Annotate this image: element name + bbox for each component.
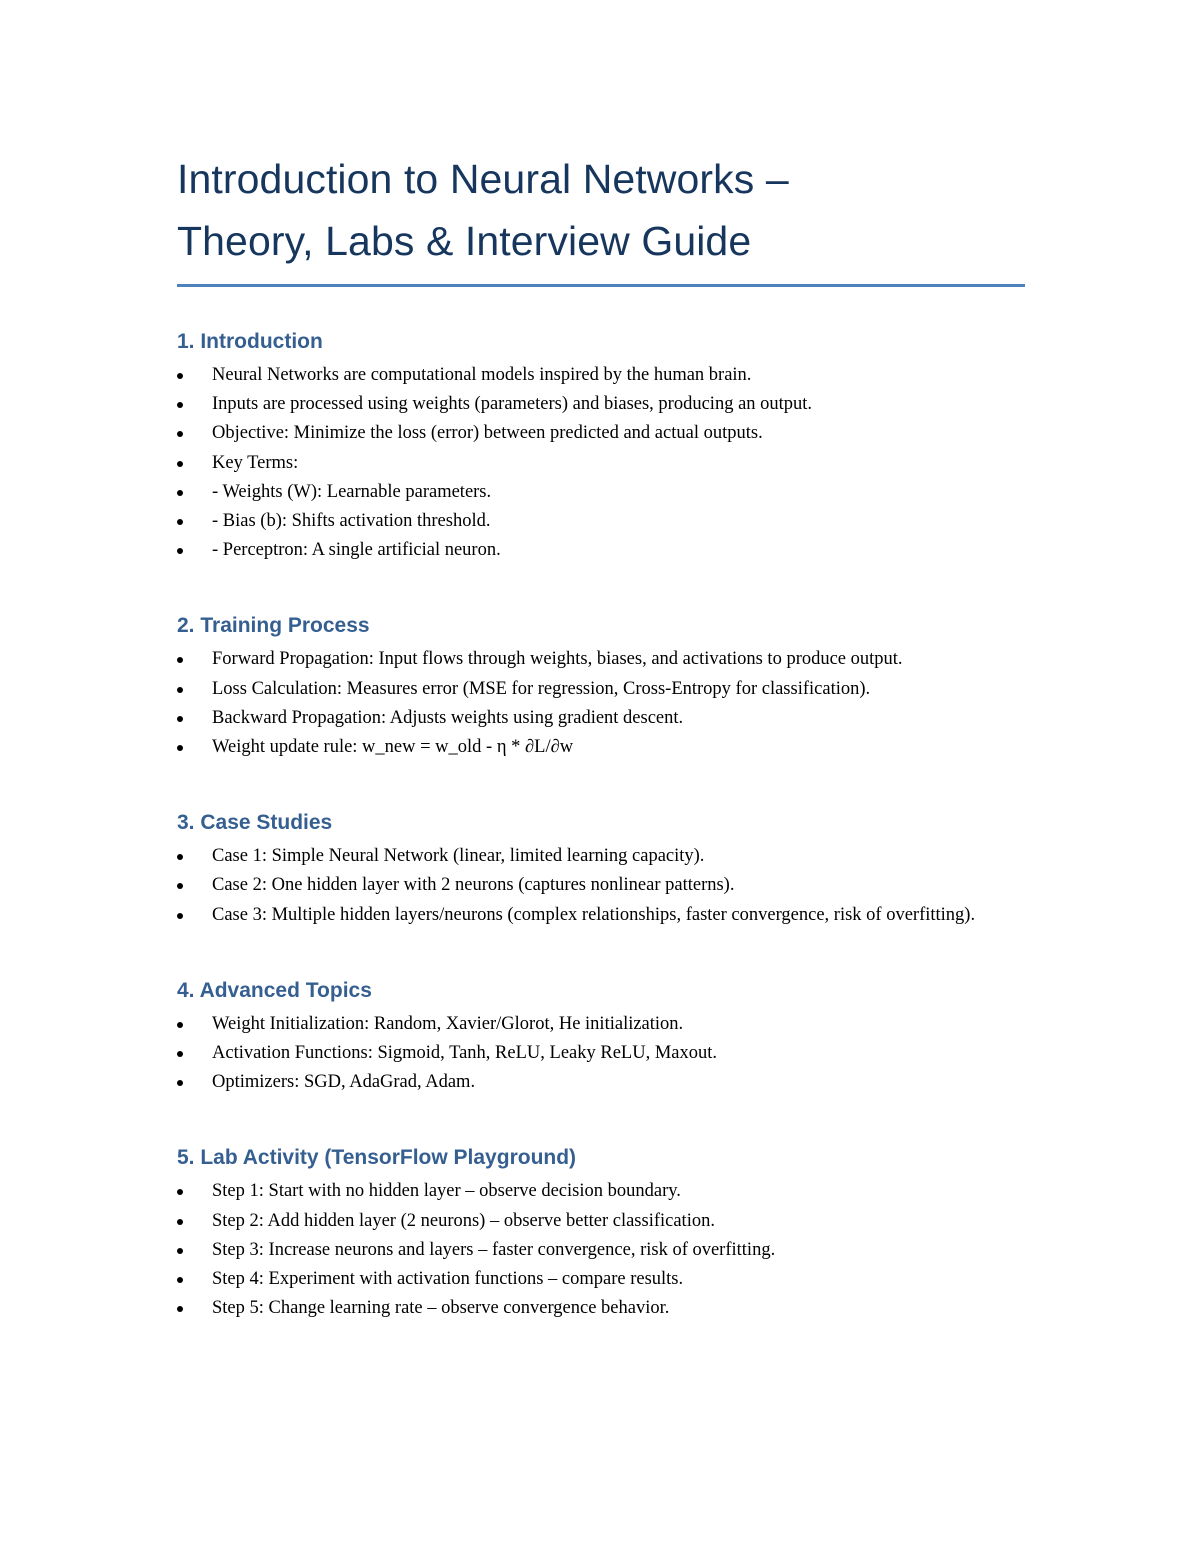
list-item (177, 390, 1025, 419)
bullet-icon (177, 883, 183, 889)
list-item-text: - Bias (b): Shifts activation threshold. (212, 511, 491, 532)
list-item (177, 842, 1025, 871)
bullet-icon (177, 1277, 183, 1283)
list-item-text: Step 5: Change learning rate – observe convergence behavior. (212, 1298, 670, 1319)
bullet-icon (177, 373, 183, 379)
bullet-icon (177, 1248, 183, 1254)
list-item-text: Forward Propagation: Input flows through weights, biases, and activations to produce output. (212, 649, 903, 670)
list-item (177, 1010, 1025, 1039)
section-heading: 4. Advanced Topics (177, 978, 372, 1002)
section-advanced-topics (177, 976, 1025, 1098)
list-item-text: Weight update rule: w_new = w_old - η * ∂L/∂w (212, 737, 574, 758)
list-item (177, 449, 1025, 478)
list-item (177, 1265, 1025, 1294)
bullet-icon (177, 1189, 183, 1195)
list-item-text: Inputs are processed using weights (parameters) and biases, producing an output. (212, 394, 813, 415)
list-item-text: Step 1: Start with no hidden layer – observe decision boundary. (212, 1181, 681, 1202)
bullet-icon (177, 490, 183, 496)
bullet-list (177, 1010, 1025, 1098)
list-item (177, 478, 1025, 507)
list-item (177, 1236, 1025, 1265)
bullet-icon (177, 854, 183, 860)
list-item (177, 1294, 1025, 1323)
list-item (177, 901, 1025, 930)
list-item-text: Loss Calculation: Measures error (MSE for regression, Cross-Entropy for classification). (212, 678, 871, 699)
bullet-icon (177, 1022, 183, 1028)
list-item-text: Case 1: Simple Neural Network (linear, limited learning capacity). (212, 846, 705, 867)
list-item (177, 1039, 1025, 1068)
list-item (177, 536, 1025, 565)
list-item-text: Step 4: Experiment with activation functions – compare results. (212, 1269, 684, 1290)
list-item (177, 645, 1025, 674)
list-item (177, 507, 1025, 536)
list-item (177, 1177, 1025, 1206)
document-title-line1: Introduction to Neural Networks – (177, 156, 789, 202)
list-item-text: Case 3: Multiple hidden layers/neurons (complex relationships, faster convergence, risk of overfitting). (212, 904, 976, 925)
section-heading: 3. Case Studies (177, 811, 333, 835)
section-heading: 2. Training Process (177, 614, 370, 638)
bullet-list (177, 842, 1025, 930)
bullet-list (177, 361, 1025, 565)
list-item-text: Step 3: Increase neurons and layers – faster convergence, risk of overfitting. (212, 1239, 776, 1260)
bullet-icon (177, 402, 183, 408)
section-case-studies (177, 808, 1025, 930)
bullet-list (177, 1177, 1025, 1323)
bullet-icon (177, 687, 183, 693)
bullet-icon (177, 431, 183, 437)
list-item (177, 733, 1025, 762)
list-item (177, 675, 1025, 704)
bullet-icon (177, 548, 183, 554)
section-training-process (177, 611, 1025, 762)
list-item-text: Activation Functions: Sigmoid, Tanh, ReLU, Leaky ReLU, Maxout. (212, 1043, 718, 1064)
title-underline-rule (177, 284, 1025, 287)
section-heading: 5. Lab Activity (TensorFlow Playground) (177, 1146, 577, 1170)
bullet-icon (177, 1306, 183, 1312)
bullet-icon (177, 657, 183, 663)
bullet-icon (177, 716, 183, 722)
bullet-icon (177, 461, 183, 467)
list-item-text: Backward Propagation: Adjusts weights using gradient descent. (212, 707, 684, 728)
section-lab-activity (177, 1143, 1025, 1323)
document-title (177, 148, 1025, 272)
bullet-list (177, 645, 1025, 762)
list-item-text: Objective: Minimize the loss (error) between predicted and actual outputs. (212, 423, 763, 444)
list-item-text: Step 2: Add hidden layer (2 neurons) – observe better classification. (212, 1210, 715, 1231)
list-item-text: Optimizers: SGD, AdaGrad, Adam. (212, 1072, 476, 1093)
list-item-text: Weight Initialization: Random, Xavier/Glorot, He initialization. (212, 1013, 684, 1034)
list-item-text: - Perceptron: A single artificial neuron. (212, 540, 501, 561)
bullet-icon (177, 1080, 183, 1086)
bullet-icon (177, 519, 183, 525)
list-item (177, 1068, 1025, 1097)
section-heading: 1. Introduction (177, 330, 323, 353)
list-item (177, 871, 1025, 900)
list-item-text: Key Terms: (212, 452, 299, 473)
document-page (177, 148, 1025, 1323)
document-title-line2: Theory, Labs & Interview Guide (177, 218, 752, 264)
section-introduction (177, 327, 1025, 565)
bullet-icon (177, 913, 183, 919)
list-item-text: - Weights (W): Learnable parameters. (212, 481, 492, 502)
list-item (177, 419, 1025, 448)
bullet-icon (177, 1051, 183, 1057)
bullet-icon (177, 1219, 183, 1225)
list-item (177, 361, 1025, 390)
list-item-text: Neural Networks are computational models inspired by the human brain. (212, 365, 752, 385)
bullet-icon (177, 745, 183, 751)
list-item (177, 704, 1025, 733)
list-item (177, 1207, 1025, 1236)
list-item-text: Case 2: One hidden layer with 2 neurons (captures nonlinear patterns). (212, 875, 735, 896)
